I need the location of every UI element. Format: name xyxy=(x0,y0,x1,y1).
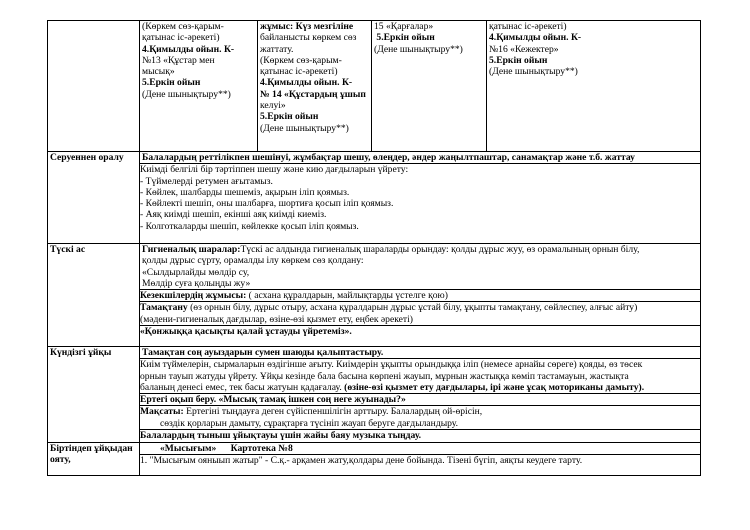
text-line: Киімді белгілі бір тәртіппен шешу және кию дағдыларын үйрету: xyxy=(140,164,409,176)
skills-note: (өзіне-өзі қызмет ету дағдылары, ірі және ұсақ моториканы дамыту). xyxy=(344,381,645,393)
text-line: (Дене шынықтыру**) xyxy=(142,88,231,100)
text-line: байланысты көркем сөз xyxy=(260,32,357,44)
text-line: қатынас іс-әрекеті) xyxy=(142,32,220,44)
text-line: қатынас іс-әрекеті) xyxy=(260,66,338,78)
text-line: Ертегіні тыңдауға деген сүйіспеншілігін арттыру. Балалардың ой-өрісін, xyxy=(183,406,483,418)
text-line: (Көркем сөз-қарым- xyxy=(142,21,224,32)
goal-heading: Мақсаты: xyxy=(140,406,184,418)
wake-label: Біртіндеп ұйқыдан ояту, xyxy=(48,443,140,476)
nap-heading: Тамақтан соң ауыздарын сумен шаюды қалыптастыру. xyxy=(142,347,384,358)
eating-heading: Тамақтану xyxy=(140,302,188,314)
free-play-title: 5.Еркін ойын xyxy=(260,111,319,123)
tuesday-cell xyxy=(258,21,372,152)
text-line: (Дене шынықтыру**) xyxy=(260,122,349,134)
game-title: 4.Қимылды ойын. К- xyxy=(260,77,353,89)
text-line: - Көйлек, шалбарды шешеміз, ақырын іліп қоямыз. xyxy=(140,186,350,198)
walk-return-row xyxy=(48,152,701,244)
text-line: орнын тауып жатуды үйрету. Ұйқы кезінде бала басына көрпені жауып, мұрнын жастыққа көміп тастамауын, жастықта xyxy=(140,370,629,382)
text-line: қатынас іс-әрекеті) xyxy=(489,21,567,32)
text-line: қолды дұрыс сүрту, орамалды ілу көркем сөз қолдану: xyxy=(142,255,364,267)
text-line: баланың денесі емес, тек басы жатуын қадағалау. xyxy=(140,381,345,393)
duty-heading: Кезекшілердің жұмысы: xyxy=(140,290,247,302)
text-line: (мәдени-гигиеналық дағдылар, өзіне-өзі қызмет ету, еңбек әрекеті) xyxy=(140,313,413,325)
empty-label-cell xyxy=(48,21,140,152)
text-line: - Аяқ киімді шешіп, екінші аяқ киімді киеміз. xyxy=(140,209,327,221)
text-line: сөздік қорларын дамыту, сұрақтарға түсініп жауап беруге дағдыландыру. xyxy=(160,417,459,429)
walk-return-label: Серуеннен оралу xyxy=(48,152,140,244)
free-play-title: 5.Еркін ойын xyxy=(489,54,548,66)
hygiene-heading: Гигиеналық шаралар: xyxy=(142,244,241,255)
thursday-cell xyxy=(487,21,701,152)
text-line: (Көркем сөз-қарым- xyxy=(260,54,342,66)
poem-line: Мөлдір суға қолыңды жу» xyxy=(142,277,251,289)
text-line: - Түймелерді ретумен ағытамыз. xyxy=(140,175,273,187)
text-line: - Көйлекті шешіп, оны шалбарға, шортиға қосып іліп қоямыз. xyxy=(140,198,394,210)
text-line: - Колготкаларды шешіп, көйлекке қосып іліп қоямыз. xyxy=(140,220,359,232)
text-line: 15 «Қарғалар» xyxy=(374,21,434,32)
text-line: (өз орнын білу, дұрыс отыру, асхана құралдарын дұрыс ұстай білу, ұқыпты тамақтану, сөйлеспеу, алғыс айту) xyxy=(187,302,638,314)
text-line: жаттату. xyxy=(260,43,294,55)
game-title: 4.Қимылды ойын. К- xyxy=(142,43,235,55)
tale-title: Ертегі оқып беру. «Мысық тамақ ішкен соң неге жуынады?» xyxy=(140,394,406,406)
games-row xyxy=(48,21,701,152)
spoon-lesson-title: «Қонжыққа қасықты қалай ұстауды үйретеміз». xyxy=(140,326,352,338)
dressing-steps xyxy=(140,163,701,232)
text-line: Киім түймелерін, сырмаларын өздігінше ағыту. Киімдерін ұқыпты орындыққа іліп (немесе арнайы сөреге) қояды, өз төсек xyxy=(140,359,643,371)
text-line: №16 «Кежектер» xyxy=(489,43,559,55)
text-line: 1. "Мысығым ояныып жатыр" - С.қ.- арқамен жату,қолдары дене бойында. Тізені бүгіп, аяқты кеудеге тарту. xyxy=(140,455,583,467)
walk-return-content xyxy=(140,152,701,244)
text-line: жұмыс: Күз мезгіліне xyxy=(260,21,354,32)
walk-return-heading: Балалардың реттілікпен шешінуі, жұмбақтар шешу, өлеңдер, әндер жаңылтпаштар, санамақтар және т.б. жаттау xyxy=(142,152,635,163)
nap-content xyxy=(140,347,701,443)
free-play-title: 5.Еркін ойын xyxy=(142,77,201,89)
lunch-content xyxy=(140,244,701,347)
game-title: № 14 «Құстардың ұшып xyxy=(260,88,366,100)
text-line: №13 «Құстар мен xyxy=(142,54,215,66)
text-line: келуі» xyxy=(260,100,286,112)
wednesday-cell xyxy=(372,21,487,152)
text-line: (Дене шынықтыру**) xyxy=(374,43,463,55)
nap-row xyxy=(48,347,701,443)
text-line: Түскі ас алдында гигиеналық шараларды орындау: қолды дұрыс жуу, өз орамалының орнын білу, xyxy=(240,244,640,255)
lunch-label: Түскі ас xyxy=(48,244,140,347)
text-line: ( асхана құралдарын, майлықтарды үстелге қою) xyxy=(246,290,448,302)
wake-content xyxy=(140,443,701,476)
nap-label: Күндізгі ұйқы xyxy=(48,347,140,443)
poem-line: «Сылдырлайды мөлдір су, xyxy=(142,266,250,278)
monday-cell xyxy=(140,21,258,152)
text-line: (Дене шынықтыру**) xyxy=(489,66,578,78)
daily-plan-table xyxy=(47,20,701,476)
free-play-title: 5.Еркін ойын xyxy=(374,32,435,44)
game-title: 4.Қимылды ойын. К- xyxy=(489,32,582,44)
music-note: Балалардың тыныш ұйықтауы үшін жайы баяу музыка тыңдау. xyxy=(140,430,422,442)
wake-row xyxy=(48,443,701,476)
exercise-title: «Мысығым» Картотека №8 xyxy=(160,443,293,454)
text-line: мысық» xyxy=(142,66,175,78)
lunch-row xyxy=(48,244,701,347)
